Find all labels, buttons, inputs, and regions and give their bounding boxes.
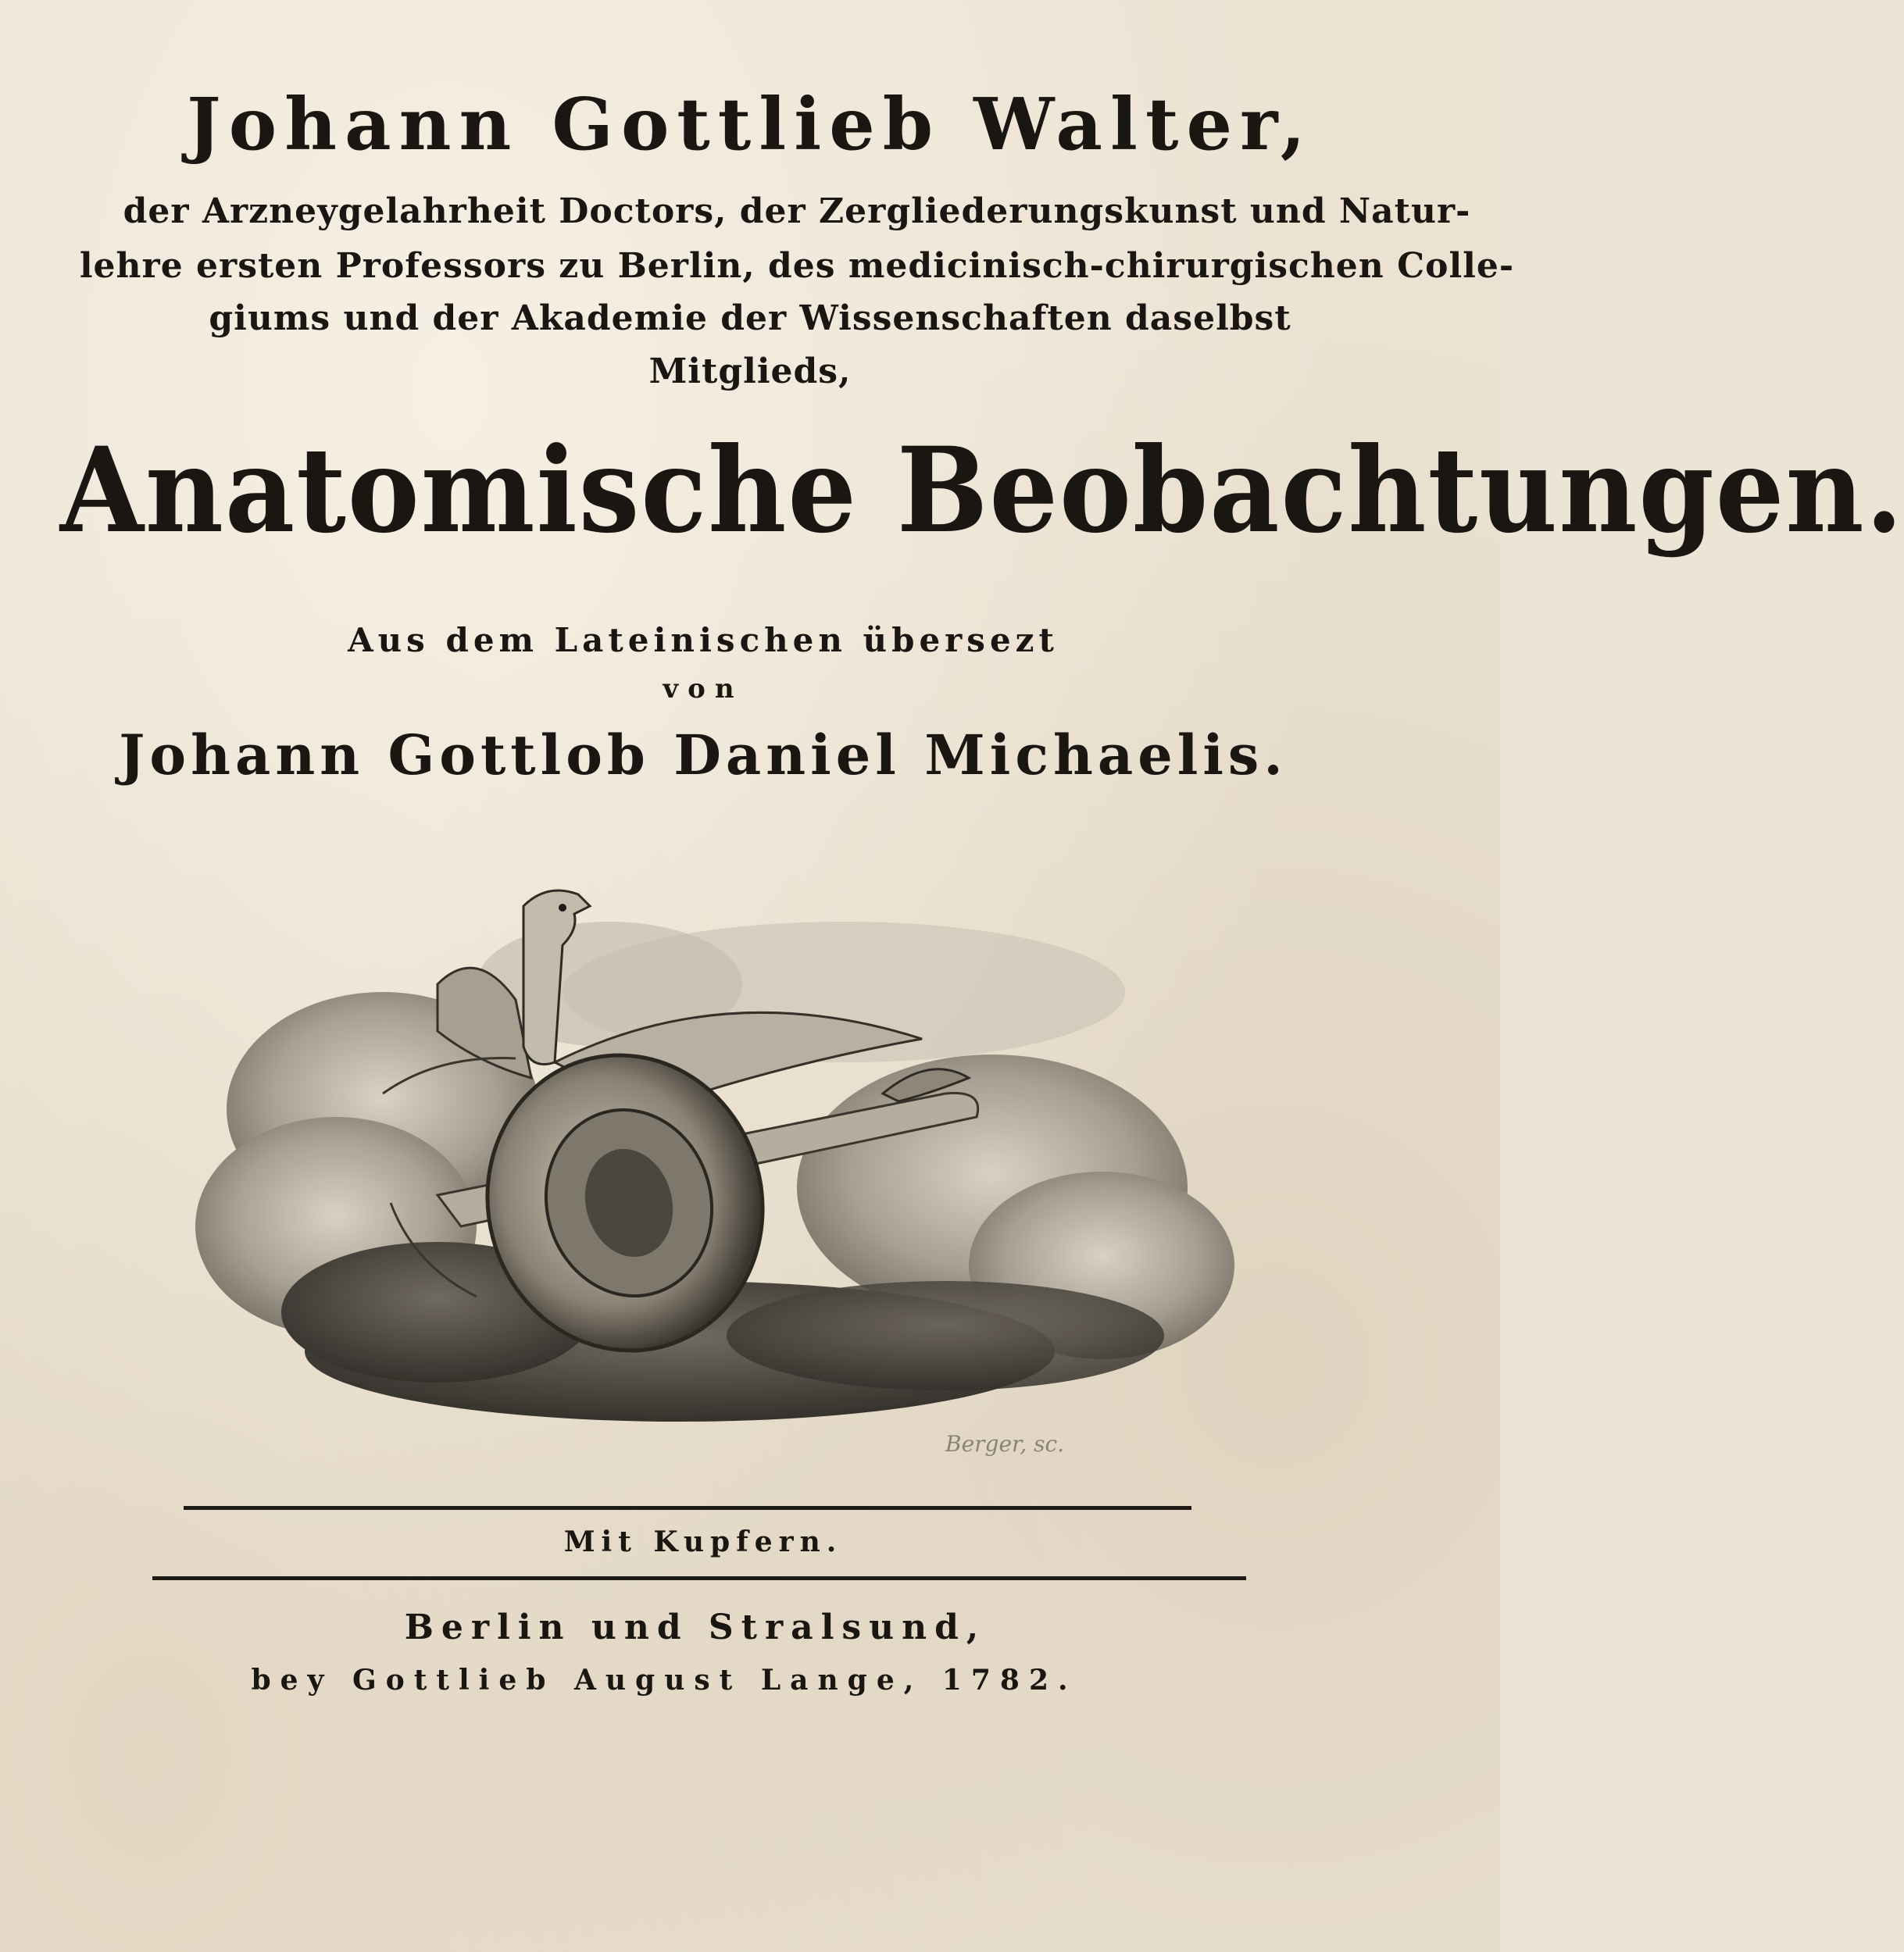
translator-name: Johann Gottlob Daniel Michaelis. xyxy=(119,723,1288,787)
bottom-rule xyxy=(152,1576,1246,1580)
eagle-shield-vignette xyxy=(180,859,1274,1453)
plates-note: Mit Kupfern. xyxy=(563,1526,843,1558)
author-description-line-4: Mitglieds, xyxy=(648,352,852,391)
engraver-signature: Berger, sc. xyxy=(945,1431,1065,1457)
imprint-city: Berlin und Stralsund, xyxy=(404,1608,987,1647)
translated-from-line: Aus dem Lateinischen übersezt xyxy=(348,621,1059,659)
top-rule xyxy=(184,1506,1191,1510)
imprint-publisher: bey Gottlieb August Lange, 1782. xyxy=(251,1664,1077,1697)
author-name: Johann Gottlieb Walter, xyxy=(187,82,1313,166)
author-description-line-3: giums und der Akademie der Wissenschaften daselbst xyxy=(209,298,1291,338)
author-description-line-2: lehre ersten Professors zu Berlin, des medicinisch-chirurgischen Colle- xyxy=(79,246,1515,286)
author-description-line-1: der Arzneygelahrheit Doctors, der Zergliederungskunst und Natur- xyxy=(123,191,1471,231)
book-title: Anatomische Beobachtungen. xyxy=(59,422,1904,559)
by-word: von xyxy=(663,673,744,705)
